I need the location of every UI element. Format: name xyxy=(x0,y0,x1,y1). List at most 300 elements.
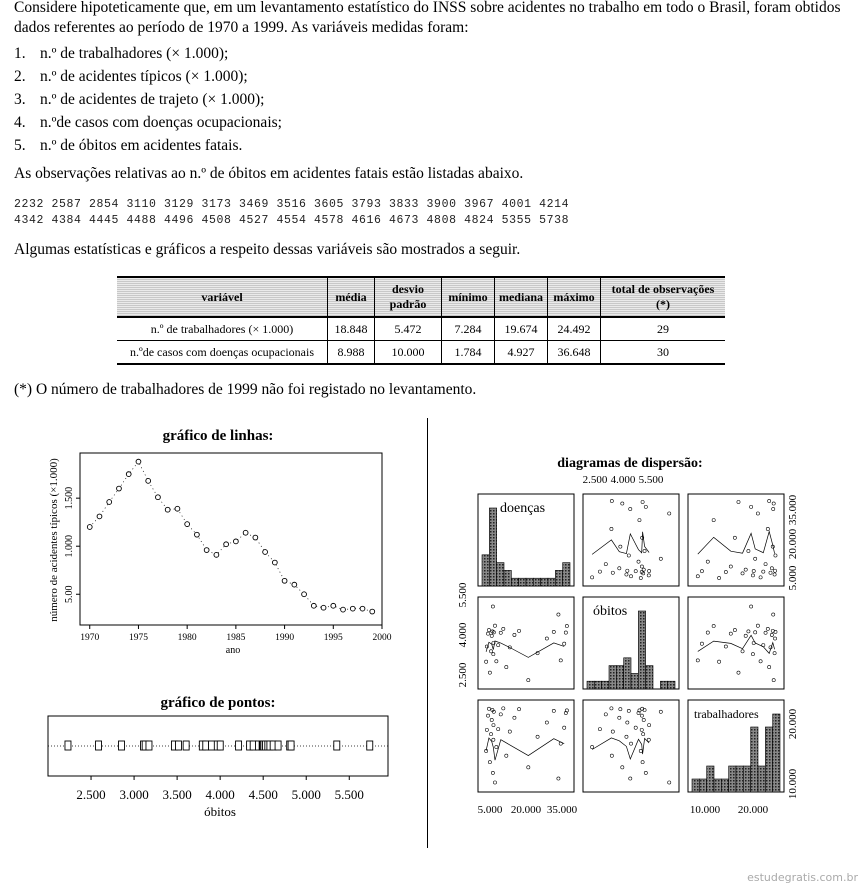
scatter-point xyxy=(486,632,489,635)
matrix-panel xyxy=(478,597,574,689)
scatter-point xyxy=(724,570,727,573)
axis-tick-label: 2.500 xyxy=(457,662,469,688)
line-point xyxy=(165,507,170,512)
histogram-bar xyxy=(616,666,623,689)
scatter-point xyxy=(499,631,502,634)
scatter-point xyxy=(499,713,502,716)
scatter-point xyxy=(557,613,560,616)
table-cell: 19.674 xyxy=(495,317,548,341)
intro-paragraph: Considere hipoteticamente que, em um levantamento estatístico do INSS sobre acidentes no trabalho em todo o Brasil, foram obtidos dados referentes ao período de 1970 a 1999. As variáveis medidas foram: xyxy=(14,0,841,36)
y-tick-label: 5.00 xyxy=(64,585,75,604)
axis-tick-label: 5.500 xyxy=(457,582,469,608)
line-point xyxy=(156,495,161,500)
scatter-point xyxy=(712,519,715,522)
line-point xyxy=(282,578,287,583)
dot-point xyxy=(183,741,189,750)
scatter-point xyxy=(634,570,637,573)
x-tick-label: 4.500 xyxy=(248,787,278,802)
scatter-point xyxy=(565,624,568,627)
dot-point xyxy=(334,741,340,750)
scatter-point xyxy=(750,605,753,608)
scatter-point xyxy=(492,724,495,727)
scatter-point xyxy=(505,754,508,757)
scatter-point xyxy=(644,771,647,774)
footnote: (*) O número de trabalhadores de 1999 não foi registado no levantamento. xyxy=(14,381,477,398)
scatter-point xyxy=(768,499,771,502)
histogram-bar xyxy=(758,766,765,792)
line-point xyxy=(292,582,297,587)
scatter-point xyxy=(696,575,699,578)
x-tick-label: 2000 xyxy=(372,633,392,643)
y-tick-label: 1.000 xyxy=(64,534,75,558)
smooth-curve xyxy=(698,635,775,653)
scatter-point xyxy=(502,707,505,710)
histogram-bar xyxy=(743,766,750,792)
axis-tick-label: 35.000 xyxy=(787,494,799,526)
histogram-bar xyxy=(721,779,728,792)
scatter-point xyxy=(772,613,775,616)
scatter-point xyxy=(754,631,757,634)
scatter-point xyxy=(766,627,769,630)
line-chart xyxy=(0,420,420,670)
matrix-panel xyxy=(688,597,784,689)
scatter-point xyxy=(759,576,762,579)
scatter-point xyxy=(598,727,601,730)
axis-tick-label: 2.500 xyxy=(582,474,608,486)
table-cell: 1.784 xyxy=(442,341,495,365)
histogram-bar xyxy=(729,766,736,792)
histogram-bar xyxy=(555,570,562,586)
histogram-bar xyxy=(668,681,675,689)
dot-point xyxy=(275,741,281,750)
scatter-point xyxy=(759,660,762,663)
scatter-point xyxy=(513,633,516,636)
line-point xyxy=(350,606,355,611)
table-cell: 36.648 xyxy=(548,341,601,365)
scatter-point xyxy=(774,554,777,557)
scatter-point xyxy=(598,570,601,573)
scatter-point xyxy=(517,629,520,632)
scatter-point xyxy=(772,507,775,510)
axis-tick-label: 35.000 xyxy=(546,804,578,816)
scatter-point xyxy=(640,565,643,568)
x-tick-label: 1980 xyxy=(177,633,197,643)
dot-point xyxy=(146,741,152,750)
scatter-point xyxy=(517,708,520,711)
list-item-text: n.º de trabalhadores (× 1.000); xyxy=(40,45,229,62)
histogram-bar xyxy=(609,666,616,689)
scatter-point xyxy=(513,716,516,719)
line-series xyxy=(90,462,373,612)
scatter-point xyxy=(625,573,628,576)
line-point xyxy=(233,539,238,544)
scatter-point xyxy=(752,569,755,572)
scatter-point xyxy=(490,634,493,637)
scatter-point xyxy=(621,502,624,505)
line-point xyxy=(272,560,277,565)
axis-tick-label: 20.000 xyxy=(787,528,799,560)
histogram-bar xyxy=(563,563,570,586)
axis-tick-label: 4.000 xyxy=(457,622,469,648)
scatter-point xyxy=(668,781,671,784)
table-cell: 5.472 xyxy=(375,317,442,341)
scatter-point xyxy=(772,679,775,682)
list-item xyxy=(14,91,264,109)
axis-tick-label: 20.000 xyxy=(787,708,799,740)
scatter-point xyxy=(486,714,489,717)
scatter-point xyxy=(497,727,500,730)
scatter-point xyxy=(489,733,492,736)
scatter-point xyxy=(604,562,607,565)
scatter-point xyxy=(659,557,662,560)
scatter-point xyxy=(610,527,613,530)
line-point xyxy=(97,514,102,519)
line-point xyxy=(214,552,219,557)
table-cell: 4.927 xyxy=(495,341,548,365)
scatter-point xyxy=(696,659,699,662)
header-maximo: máximo xyxy=(548,277,601,317)
line-chart-title: gráfico de linhas: xyxy=(162,428,274,444)
scatter-point xyxy=(527,766,530,769)
scatter-point xyxy=(648,569,651,572)
histogram-bar xyxy=(497,563,504,586)
x-tick-label: 1975 xyxy=(128,633,148,643)
list-item xyxy=(14,45,228,63)
scatter-point xyxy=(611,730,614,733)
list-item-number: 3. xyxy=(14,91,26,108)
smooth-curve xyxy=(698,532,775,555)
scatter-point xyxy=(741,572,744,575)
watermark: estudegratis.com.br xyxy=(747,871,858,884)
header-minimo: mínimo xyxy=(442,277,495,317)
scatter-point xyxy=(769,571,772,574)
line-point xyxy=(321,605,326,610)
histogram-bar xyxy=(736,766,743,792)
x-tick-label: 3.000 xyxy=(119,787,149,802)
scatter-point xyxy=(552,709,555,712)
scatter-point xyxy=(706,631,709,634)
line-chart-xlabel: ano xyxy=(225,645,241,656)
scatter-point xyxy=(644,505,647,508)
line-point xyxy=(185,522,190,527)
scatter-point xyxy=(610,707,613,710)
x-tick-label: 1970 xyxy=(80,633,100,643)
scatter-point xyxy=(773,637,776,640)
smooth-curve xyxy=(592,738,649,759)
line-point xyxy=(311,603,316,608)
histogram-bar xyxy=(587,681,594,689)
axis-tick-label: 20.000 xyxy=(510,804,542,816)
scatter-point xyxy=(770,633,773,636)
dot-point xyxy=(209,741,215,750)
scatter-point xyxy=(762,570,765,573)
scatter-point xyxy=(764,631,767,634)
histogram-bar xyxy=(548,578,555,586)
scatter-point xyxy=(747,630,750,633)
axis-tick-label: 4.000 xyxy=(610,474,636,486)
scatter-point xyxy=(559,659,562,662)
list-item-text: n.º de acidentes típicos (× 1.000); xyxy=(40,68,248,85)
scatter-point xyxy=(751,574,754,577)
scatter-point xyxy=(552,630,555,633)
y-tick-label: 1.500 xyxy=(64,486,75,510)
scatter-point xyxy=(640,714,643,717)
line-point xyxy=(302,592,307,597)
line-point xyxy=(87,525,92,530)
scatter-point xyxy=(733,536,736,539)
scatter-point xyxy=(706,560,709,563)
dot-chart-title: gráfico de pontos: xyxy=(160,695,276,711)
scatter-point xyxy=(643,549,646,552)
dot-point xyxy=(119,741,125,750)
histogram-bar xyxy=(646,666,653,689)
scatter-point xyxy=(627,709,630,712)
scatter-point xyxy=(557,777,560,780)
histogram-bar xyxy=(699,779,706,792)
scatter-point xyxy=(770,567,773,570)
axis-tick-label: 5.000 xyxy=(477,804,503,816)
table-cell: 18.848 xyxy=(328,317,375,341)
line-point xyxy=(136,459,141,464)
scatter-point xyxy=(629,507,632,510)
scatter-point xyxy=(488,671,491,674)
scatter-point xyxy=(491,771,494,774)
scatter-point xyxy=(492,653,495,656)
scatter-point xyxy=(610,499,613,502)
scatter-point xyxy=(495,660,498,663)
line-chart-ylabel: número de acidentes típicos (×1.000) xyxy=(48,458,60,622)
scatter-point xyxy=(490,718,493,721)
scatter-point xyxy=(648,724,651,727)
dot-point xyxy=(236,741,242,750)
header-total: total de observações (*) xyxy=(601,277,726,317)
scatter-point xyxy=(640,728,643,731)
scatter-point xyxy=(659,710,662,713)
list-item-text: n.º de acidentes de trajeto (× 1.000); xyxy=(40,91,265,108)
scatter-point xyxy=(621,766,624,769)
dot-point xyxy=(65,741,71,750)
list-item xyxy=(14,137,242,155)
histogram-bar xyxy=(660,681,667,689)
scatter-point xyxy=(604,713,607,716)
histogram-bar xyxy=(526,578,533,586)
table-cell: 10.000 xyxy=(375,341,442,365)
observations-intro: As observações relativas ao n.º de óbitos em acidentes fatais estão listadas abaixo. xyxy=(14,165,524,182)
histogram-bar xyxy=(692,779,699,792)
scatter-point xyxy=(642,718,645,721)
scatter-point xyxy=(493,781,496,784)
scatter-point xyxy=(634,726,637,729)
header-variavel: variável xyxy=(117,277,328,317)
scatter-point xyxy=(729,632,732,635)
scatter-point xyxy=(625,735,628,738)
line-point xyxy=(243,530,248,535)
scatter-point xyxy=(712,624,715,627)
scatter-point xyxy=(637,560,640,563)
line-point xyxy=(263,550,268,555)
scatter-point xyxy=(756,624,759,627)
dot-point xyxy=(175,741,181,750)
scatter-point xyxy=(488,761,491,764)
list-item xyxy=(14,68,248,86)
line-point xyxy=(204,548,209,553)
scatter-matrix xyxy=(430,450,830,825)
smooth-curve xyxy=(486,738,564,760)
matrix-panel xyxy=(688,494,784,586)
table-header-row xyxy=(117,277,725,317)
list-item-text: n.º de óbitos em acidentes fatais. xyxy=(40,137,243,154)
header-desvio: desvio padrão xyxy=(375,277,442,317)
dot-point xyxy=(217,741,223,750)
line-point xyxy=(341,607,346,612)
table-cell: n.ºde casos com doenças ocupacionais xyxy=(117,341,328,365)
scatter-point xyxy=(737,500,740,503)
scatter-point xyxy=(502,627,505,630)
scatter-point xyxy=(629,742,632,745)
x-tick-label: 4.000 xyxy=(205,787,235,802)
scatter-point xyxy=(611,571,614,574)
histogram-bar xyxy=(602,681,609,689)
scatter-point xyxy=(629,575,632,578)
histogram-bar xyxy=(765,727,772,792)
axis-tick-label: 10.000 xyxy=(689,804,721,816)
line-point xyxy=(107,500,112,505)
scatter-point xyxy=(545,721,548,724)
histogram-bar xyxy=(773,714,780,792)
scatter-point xyxy=(495,745,498,748)
vertical-divider xyxy=(427,418,428,848)
scatter-point xyxy=(618,567,621,570)
scatter-point xyxy=(487,707,490,710)
scatter-point xyxy=(700,570,703,573)
scatter-point xyxy=(641,500,644,503)
scatter-point xyxy=(642,568,645,571)
line-point xyxy=(253,535,258,540)
scatter-point xyxy=(733,628,736,631)
scatter-point xyxy=(641,761,644,764)
header-media: média xyxy=(328,277,375,317)
axis-tick-label: 5.000 xyxy=(787,565,799,591)
list-item-number: 4. xyxy=(14,114,26,131)
list-item-number: 2. xyxy=(14,68,26,85)
list-item xyxy=(14,114,282,132)
scatter-point xyxy=(619,708,622,711)
line-point xyxy=(331,603,336,608)
line-point xyxy=(126,472,131,477)
table-cell: 8.988 xyxy=(328,341,375,365)
axis-tick-label: 10.000 xyxy=(787,768,799,800)
histogram-bar xyxy=(533,578,540,586)
diagonal-label: doenças xyxy=(500,501,546,516)
scatter-point xyxy=(750,505,753,508)
scatter-point xyxy=(618,716,621,719)
dot-point xyxy=(288,741,294,750)
dot-point xyxy=(203,741,209,750)
histogram-bar xyxy=(707,766,714,792)
scatter-point xyxy=(626,721,629,724)
scatter-point xyxy=(768,665,771,668)
list-item-number: 1. xyxy=(14,45,26,62)
axis-tick-label: 20.000 xyxy=(737,804,769,816)
scatter-point xyxy=(497,644,500,647)
scatter-point xyxy=(527,679,530,682)
dot-point xyxy=(367,741,373,750)
scatter-point xyxy=(717,660,720,663)
axis-tick-label: 5.500 xyxy=(638,474,664,486)
line-point xyxy=(195,532,200,537)
scatter-point xyxy=(647,738,650,741)
matrix-panel xyxy=(478,700,574,792)
scatter-point xyxy=(564,631,567,634)
table-cell: 24.492 xyxy=(548,317,601,341)
scatter-point xyxy=(744,634,747,637)
table-cell: 7.284 xyxy=(442,317,495,341)
table-row xyxy=(117,317,725,341)
diagonal-label: trabalhadores xyxy=(694,707,759,721)
scatter-point xyxy=(700,642,703,645)
list-item-number: 5. xyxy=(14,137,26,154)
scatter-point xyxy=(717,576,720,579)
scatter-point xyxy=(492,738,495,741)
scatter-point xyxy=(489,650,492,653)
scatter-point xyxy=(639,576,642,579)
line-point xyxy=(360,606,365,611)
scatter-point xyxy=(642,733,645,736)
scatter-point xyxy=(773,573,776,576)
scatter-point xyxy=(627,554,630,557)
scatter-point xyxy=(536,735,539,738)
x-tick-label: 2.500 xyxy=(76,787,106,802)
dot-point xyxy=(96,741,102,750)
scatter-point xyxy=(487,628,490,631)
x-tick-label: 1990 xyxy=(275,633,295,643)
x-tick-label: 5.500 xyxy=(334,787,364,802)
scatter-point xyxy=(737,671,740,674)
header-mediana: mediana xyxy=(495,277,548,317)
line-point xyxy=(146,478,151,483)
table-cell: 29 xyxy=(601,317,726,341)
histogram-bar xyxy=(624,658,631,689)
scatter-point xyxy=(508,730,511,733)
x-tick-label: 1985 xyxy=(226,633,246,643)
scatter-point xyxy=(493,624,496,627)
obitos-list-line-2: 4342 4384 4445 4488 4496 4508 4527 4554 4578 4616 4673 4808 4824 5355 5738 xyxy=(14,214,570,227)
histogram-bar xyxy=(482,555,489,586)
scatter-point xyxy=(724,645,727,648)
dot-chart xyxy=(0,688,420,823)
scatter-point xyxy=(668,512,671,515)
histogram-bar xyxy=(519,578,526,586)
scatter-point xyxy=(751,653,754,656)
x-tick-label: 1995 xyxy=(323,633,343,643)
line-point xyxy=(117,486,122,491)
scatter-point xyxy=(729,565,732,568)
histogram-bar xyxy=(504,570,511,586)
scatter-point xyxy=(545,637,548,640)
scatter-point xyxy=(591,745,594,748)
stats-intro: Algumas estatísticas e gráficos a respeito dessas variáveis são mostrados a seguir. xyxy=(14,241,521,258)
scatter-point xyxy=(741,650,744,653)
line-point xyxy=(370,609,375,614)
histogram-bar xyxy=(511,578,518,586)
scatter-point xyxy=(747,549,750,552)
scatter-point xyxy=(619,545,622,548)
histogram-bar xyxy=(631,673,638,689)
statistics-table xyxy=(117,276,725,365)
scatter-point xyxy=(766,527,769,530)
histogram-bar xyxy=(594,681,601,689)
x-tick-label: 5.000 xyxy=(291,787,321,802)
